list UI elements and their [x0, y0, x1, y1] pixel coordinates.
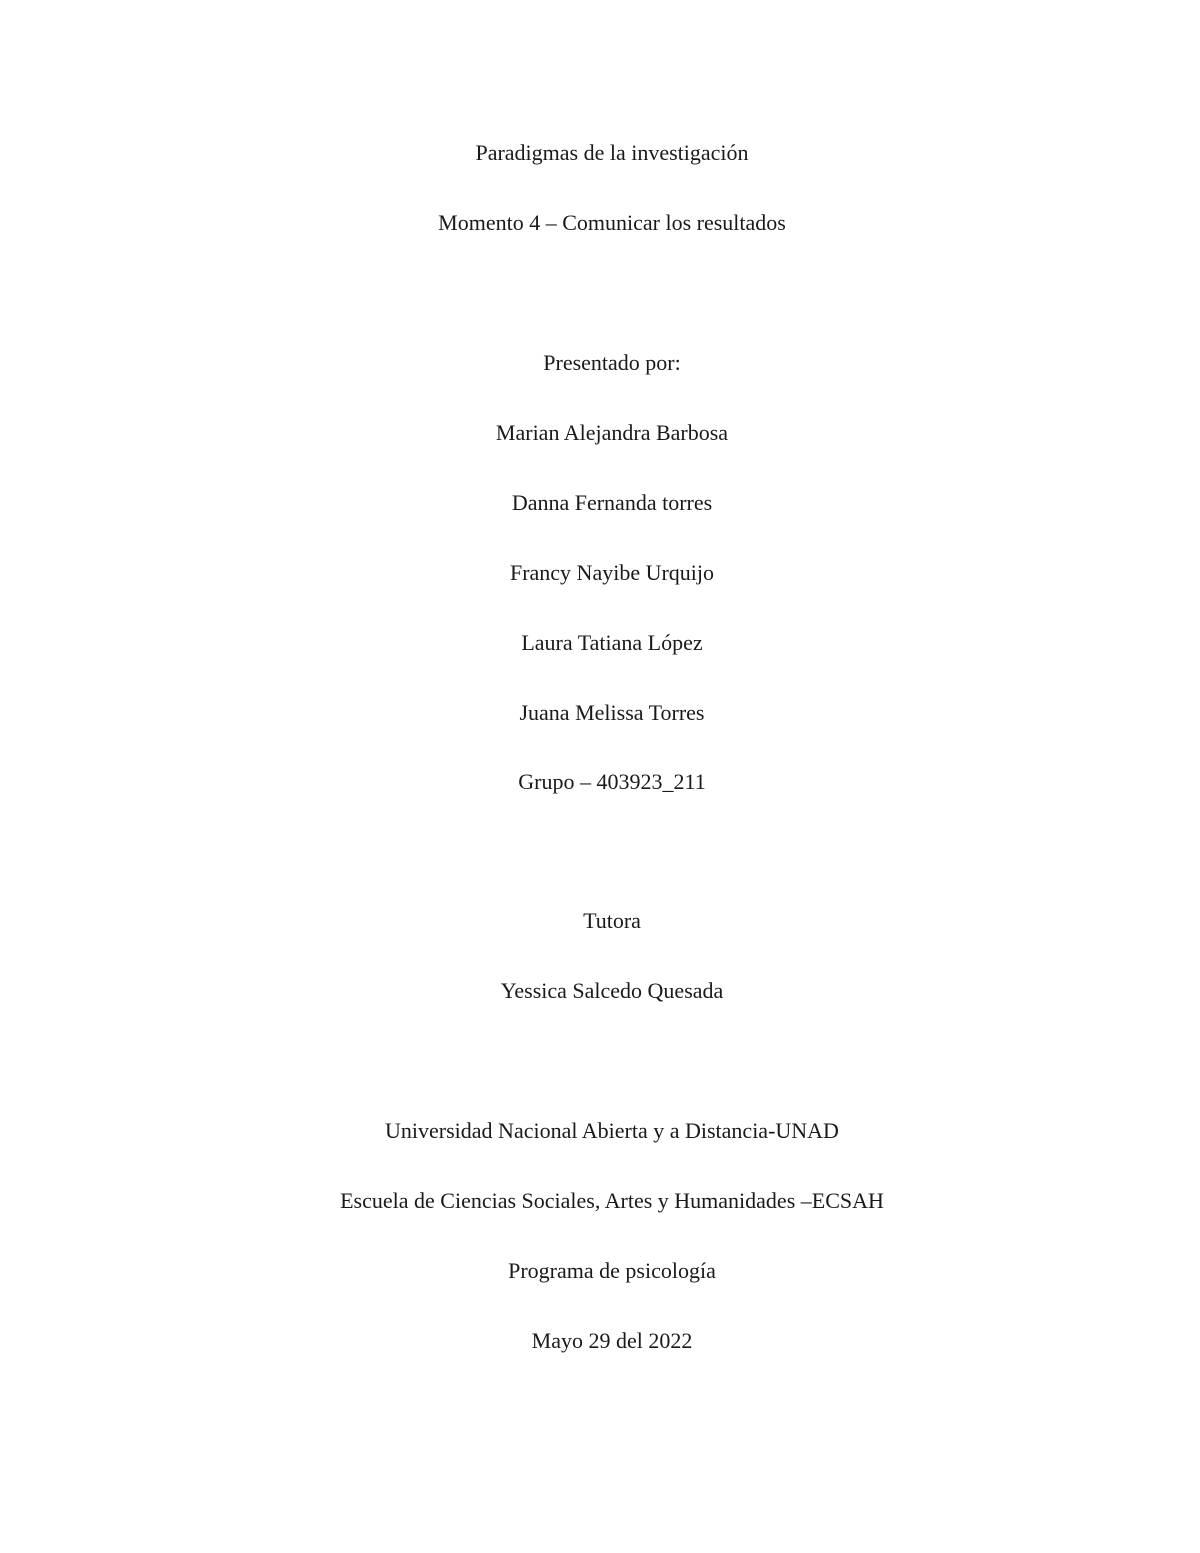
author-name: Juana Melissa Torres: [519, 700, 705, 725]
group-code: Grupo – 403923_211: [518, 769, 706, 794]
document-date: Mayo 29 del 2022: [531, 1328, 693, 1353]
tutor-name: Yessica Salcedo Quesada: [500, 978, 724, 1003]
author-name: Marian Alejandra Barbosa: [495, 420, 729, 445]
university-name: Universidad Nacional Abierta y a Distancia-UNAD: [385, 1118, 839, 1143]
author-name: Laura Tatiana López: [521, 630, 703, 655]
school-name: Escuela de Ciencias Sociales, Artes y Humanidades –ECSAH: [340, 1188, 884, 1213]
program-name: Programa de psicología: [508, 1258, 716, 1283]
presented-by-label: Presentado por:: [543, 350, 681, 375]
tutor-label: Tutora: [583, 908, 641, 933]
assignment-title: Momento 4 – Comunicar los resultados: [438, 210, 786, 235]
author-name: Francy Nayibe Urquijo: [509, 560, 715, 585]
author-name: Danna Fernanda torres: [511, 490, 713, 515]
course-title: Paradigmas de la investigación: [475, 140, 749, 165]
